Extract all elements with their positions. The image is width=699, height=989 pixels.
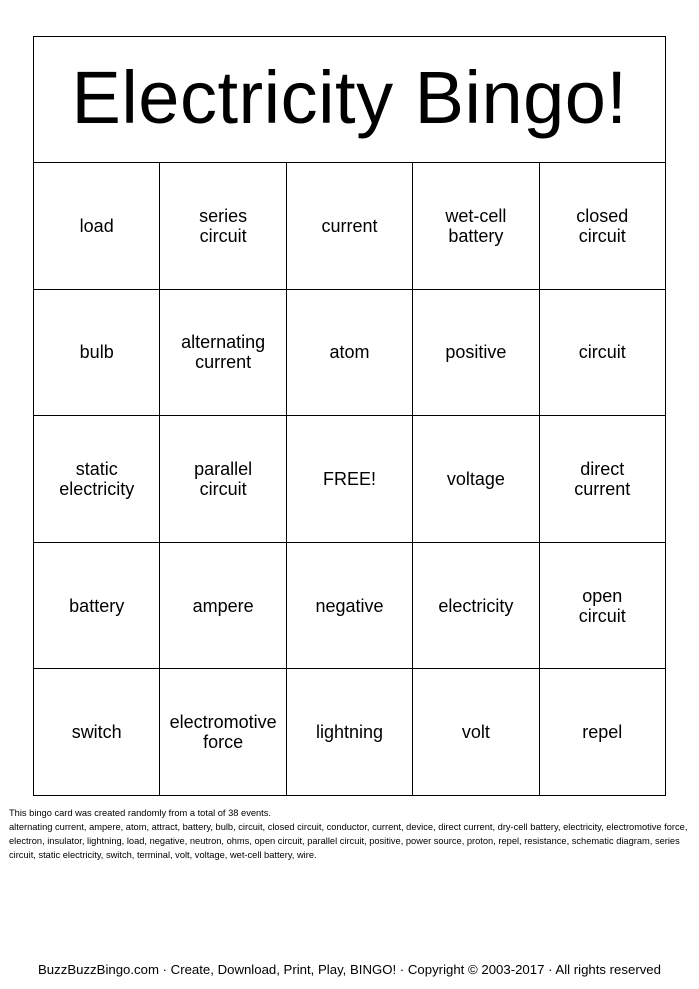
card-info-summary: This bingo card was created randomly from a total of 38 events. <box>9 808 271 818</box>
title-cell <box>34 37 666 163</box>
bingo-cell-r1c1: load <box>34 163 160 290</box>
bingo-cell-r2c1: bulb <box>34 290 160 417</box>
bingo-card <box>33 36 666 796</box>
bingo-cell-r2c5: circuit <box>540 290 666 417</box>
bingo-cell-r4c3: negative <box>287 543 413 670</box>
bingo-cell-r1c3: current <box>287 163 413 290</box>
bingo-cell-r3c2: parallel circuit <box>160 416 286 543</box>
bingo-cell-r4c1: battery <box>34 543 160 670</box>
bingo-cell-r4c5: open circuit <box>540 543 666 670</box>
bingo-cell-r3c5: direct current <box>540 416 666 543</box>
bingo-cell-r1c2: series circuit <box>160 163 286 290</box>
free-space-cell: FREE! <box>287 416 413 543</box>
bingo-cell-r2c4: positive <box>413 290 539 417</box>
event-list: alternating current, ampere, atom, attract, battery, bulb, circuit, closed circuit, conductor, current, device, direct current, dry-cell battery, electricity, electromotive force, electron, insulator, lightning, load, negative, neutron, ohms, open circuit, parallel circuit, positive, power source, proton, repel, resistance, schematic diagram, series circuit, static electricity, switch, terminal, volt, voltage, wet-cell battery, wire. <box>9 822 688 860</box>
card-title: Electricity Bingo! <box>71 55 628 139</box>
bingo-cell-r5c5: repel <box>540 669 666 796</box>
bingo-grid <box>34 163 666 796</box>
bingo-cell-r5c2: electromotive force <box>160 669 286 796</box>
bingo-cell-r1c5: closed circuit <box>540 163 666 290</box>
bingo-cell-r5c4: volt <box>413 669 539 796</box>
bingo-cell-r4c2: ampere <box>160 543 286 670</box>
bingo-cell-r3c4: voltage <box>413 416 539 543</box>
bingo-cell-r1c4: wet-cell battery <box>413 163 539 290</box>
bingo-cell-r5c1: switch <box>34 669 160 796</box>
bingo-cell-r4c4: electricity <box>413 543 539 670</box>
bingo-cell-r5c3: lightning <box>287 669 413 796</box>
card-info <box>9 806 691 862</box>
page-footer: BuzzBuzzBingo.com · Create, Download, Print, Play, BINGO! · Copyright © 2003-2017 · All rights reserved <box>38 962 661 977</box>
bingo-cell-r2c2: alternating current <box>160 290 286 417</box>
bingo-cell-r3c1: static electricity <box>34 416 160 543</box>
bingo-cell-r2c3: atom <box>287 290 413 417</box>
